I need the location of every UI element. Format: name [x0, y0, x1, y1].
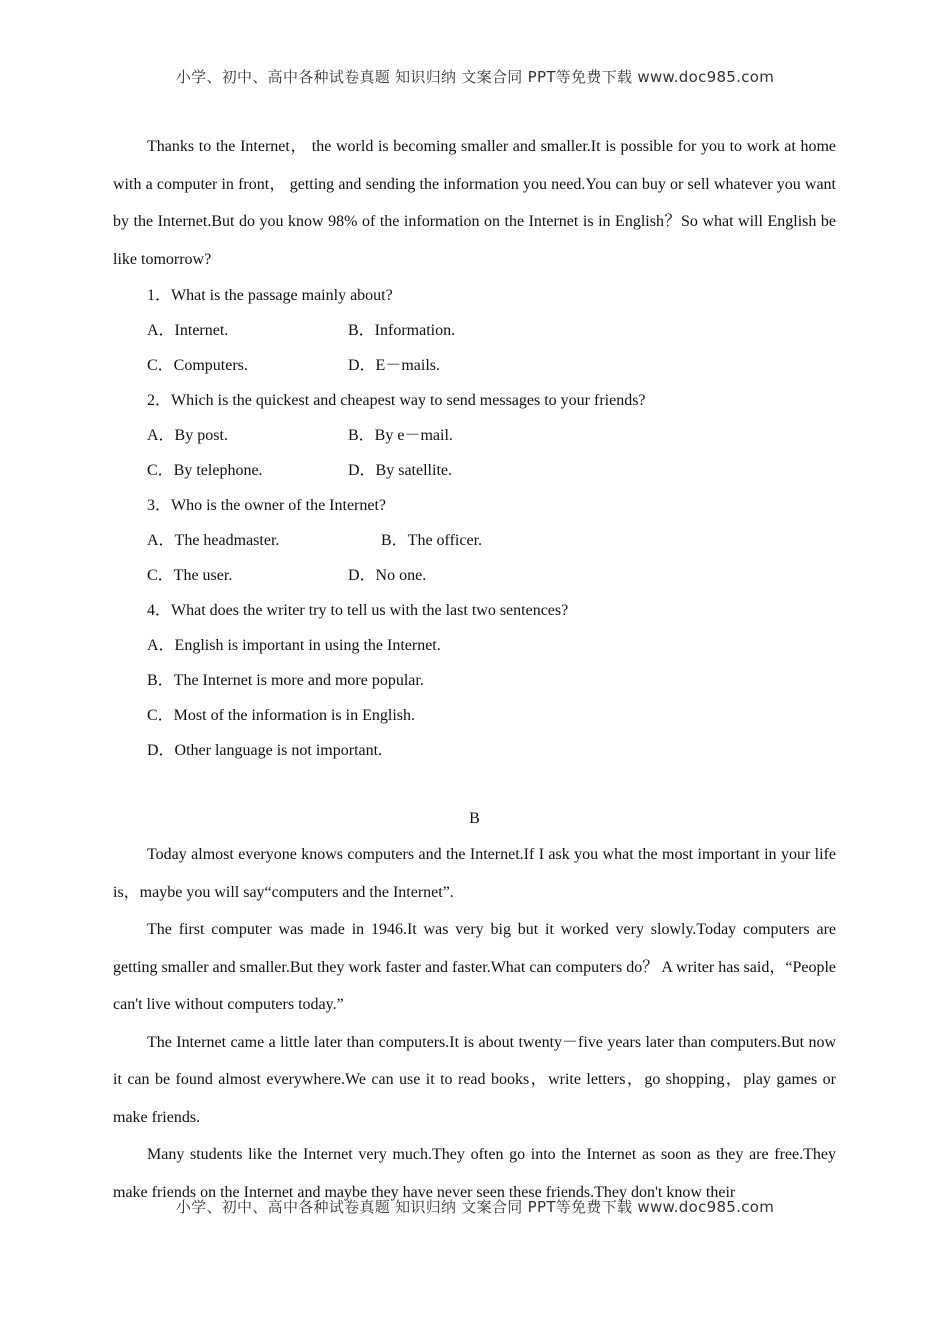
question-1-options-ab	[113, 313, 836, 348]
option-1a: A．Internet.	[147, 322, 229, 339]
question-4-stem: 4．What does the writer try to tell us with the last two sentences?	[147, 602, 569, 619]
section-b-paragraph-2: The first computer was made in 1946.It was very big but it worked very slowly.Today computers are getting smaller and smaller.But they work faster and faster.What can computers do？ A writer has said，“People can't live without computers today.”	[113, 921, 836, 1013]
option-4c: C．Most of the information is in English.	[147, 707, 415, 724]
option-2b: B．By e－mail.	[348, 427, 453, 444]
option-1b: B．Information.	[348, 322, 456, 339]
footer-banner: 小学、初中、高中各种试卷真题 知识归纳 文案合同 PPT等免费下载 www.doc985.com	[175, 1198, 775, 1216]
question-2-options-cd	[113, 453, 836, 488]
section-b-title: B	[469, 810, 480, 827]
header-banner: 小学、初中、高中各种试卷真题 知识归纳 文案合同 PPT等免费下载 www.doc985.com	[175, 68, 775, 86]
section-b-paragraph-1: Today almost everyone knows computers and the Internet.If I ask you what the most important in your life is，maybe you will say“computers and the Internet”.	[113, 846, 836, 901]
question-3-options-ab	[113, 523, 836, 558]
option-4d: D．Other language is not important.	[147, 742, 383, 759]
option-3a: A．The headmaster.	[147, 532, 280, 549]
section-b-paragraph-3: The Internet came a little later than computers.It is about twenty－five years later than computers.But now it can be found almost everywhere.We can use it to read books，write letters，go shopping，play games or make friends.	[113, 1033, 836, 1126]
option-4b: B．The Internet is more and more popular.	[147, 672, 424, 689]
section-gap	[113, 768, 836, 801]
question-1-options-cd	[113, 348, 836, 383]
question-2-stem: 2．Which is the quickest and cheapest way to send messages to your friends?	[147, 392, 646, 409]
passage-a: Thanks to the Internet， the world is becoming smaller and smaller.It is possible for you to work at home with a computer in front， getting and sending the information you need.You can buy or sell whatever you want by the Internet.But do you know 98% of the information on the Internet is in English？So what will English be like tomorrow?	[113, 138, 836, 268]
option-2a: A．By post.	[147, 427, 228, 444]
option-3d: D．No one.	[348, 567, 427, 584]
document-body	[113, 128, 836, 1211]
question-3-stem: 3．Who is the owner of the Internet?	[147, 497, 387, 514]
question-1-stem: 1．What is the passage mainly about?	[147, 287, 393, 304]
section-b-paragraph-4: Many students like the Internet very much.They often go into the Internet as soon as they are free.They make friends on the Internet and maybe they have never seen these friends.They don't know their	[113, 1146, 836, 1201]
option-1d: D．E－mails.	[348, 357, 440, 374]
question-3-options-cd	[113, 558, 836, 593]
question-2-options-ab	[113, 418, 836, 453]
option-2d: D．By satellite.	[348, 462, 452, 479]
option-3b: B．The officer.	[381, 532, 483, 549]
option-2c: C．By telephone.	[147, 462, 263, 479]
option-1c: C．Computers.	[147, 357, 248, 374]
option-4a: A．English is important in using the Internet.	[147, 637, 441, 654]
option-3c: C．The user.	[147, 567, 233, 584]
